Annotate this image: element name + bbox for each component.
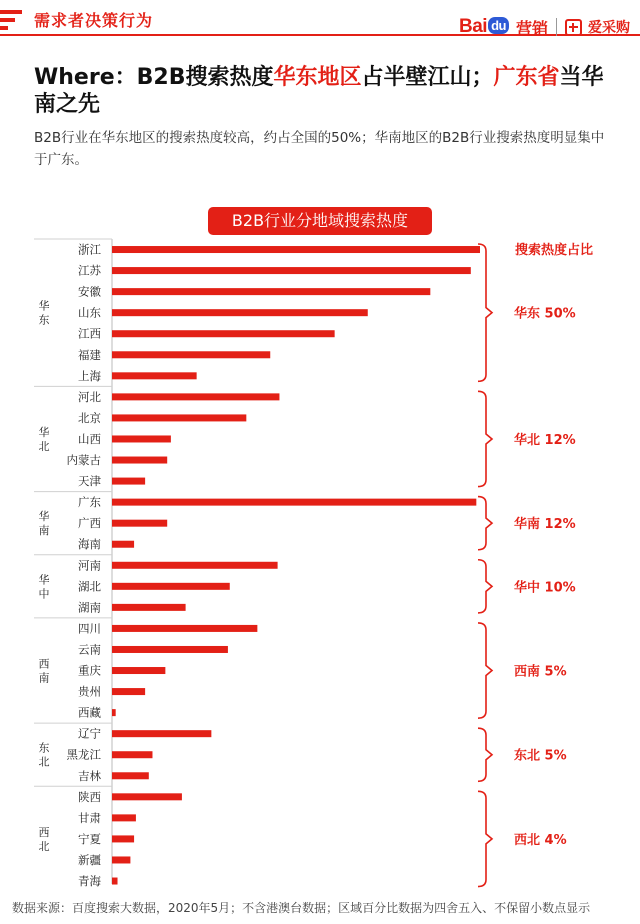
region-label: 华 [38,425,50,439]
bar-吉林 [112,772,149,779]
bar-河北 [112,393,279,400]
province-label: 黑龙江 [66,747,101,762]
bar-新疆 [112,856,130,863]
aicaigou-label: 爱采购 [588,20,630,36]
bar-重庆 [112,667,165,674]
region-bracket [478,791,492,886]
province-label: 吉林 [78,768,101,783]
province-label: 上海 [78,368,101,383]
bar-广东 [112,499,476,506]
province-label: 贵州 [78,684,101,699]
province-label: 天津 [78,474,101,489]
bar-内蒙古 [112,457,167,464]
region-share-label: 华南 12% [514,517,576,533]
bar-四川 [112,625,257,632]
regional-search-chart [0,230,640,894]
province-label: 辽宁 [78,726,101,741]
province-label: 北京 [78,410,101,425]
region-share-label: 东北 5% [514,748,567,764]
bar-江苏 [112,267,471,274]
headline-highlight-guangdong: 广东省 [493,65,560,90]
region-label: 东 [38,313,50,327]
province-label: 浙江 [78,242,101,257]
headline-highlight-east: 华东地区 [273,65,362,90]
province-label: 广东 [78,495,101,510]
region-label: 西 [38,657,50,671]
bar-宁夏 [112,835,134,842]
bar-福建 [112,351,270,358]
region-share-label: 华北 12% [514,432,576,448]
province-label: 广西 [78,516,101,531]
province-label: 山西 [78,431,101,446]
bar-辽宁 [112,730,211,737]
bar-上海 [112,372,197,379]
province-label: 四川 [78,621,101,636]
bar-陕西 [112,793,182,800]
region-label: 西 [38,825,50,839]
province-label: 湖南 [78,600,101,615]
chart-title: B2B行业分地域搜索热度 [208,207,432,235]
logo-separator [556,18,557,36]
province-label: 新疆 [78,852,101,867]
province-label: 安徽 [78,284,101,299]
region-share-label: 华东 50% [514,306,576,322]
region-share-label: 华中 10% [514,580,576,596]
bar-广西 [112,520,167,527]
corner-mark-icon [0,8,22,30]
province-label: 江苏 [78,263,101,278]
brand-logos [459,14,630,40]
region-label: 华 [38,510,50,524]
province-label: 福建 [78,347,101,362]
baidu-logo: Bai du [459,16,510,38]
region-bracket [478,623,492,718]
section-title: 需求者决策行为 [34,11,154,30]
province-label: 重庆 [78,663,101,678]
region-label: 华 [38,573,50,587]
bar-北京 [112,414,246,421]
region-label: 东 [38,741,50,755]
baidu-paw-icon: du [488,17,509,34]
bar-江西 [112,330,335,337]
region-label: 北 [38,755,50,769]
province-label: 河北 [78,389,101,404]
region-bracket [478,244,492,381]
baidu-marketing-label: 营销 [515,18,548,38]
bar-天津 [112,478,145,485]
bar-湖南 [112,604,186,611]
bar-河南 [112,562,278,569]
region-label: 南 [38,671,50,685]
bar-黑龙江 [112,751,152,758]
bar-青海 [112,878,118,885]
bar-云南 [112,646,228,653]
bar-贵州 [112,688,145,695]
region-bracket [478,560,492,613]
province-label: 内蒙古 [66,453,101,468]
bar-浙江 [112,246,480,253]
province-label: 云南 [78,642,101,657]
bar-山东 [112,309,368,316]
bar-甘肃 [112,814,136,821]
bar-西藏 [112,709,116,716]
bar-安徽 [112,288,430,295]
province-label: 甘肃 [78,810,101,825]
province-label: 海南 [78,537,101,552]
share-header-label: 搜索热度占比 [515,243,594,258]
region-bracket [478,391,492,486]
aicaigou-icon [565,19,582,36]
province-label: 陕西 [78,789,101,804]
bar-海南 [112,541,134,548]
bar-湖北 [112,583,230,590]
page-headline: Where：B2B搜索热度华东地区占半壁江山；广东省当华南之先 [34,65,604,117]
province-label: 宁夏 [78,831,101,846]
source-footnote: 数据来源：百度搜索大数据，2020年5月；不含港澳台数据；区域百分比数据为四舍五入、不保留小数点显示 [12,901,591,915]
province-label: 湖北 [78,579,101,594]
region-bracket [478,497,492,550]
region-label: 南 [38,524,50,538]
bar-山西 [112,435,171,442]
province-label: 山东 [78,305,101,320]
region-share-label: 西南 5% [514,664,567,680]
page-summary: B2B行业在华东地区的搜索热度较高，约占全国的50%；华南地区的B2B行业搜索热度明显集中于广东。 [34,130,605,168]
region-bracket [478,728,492,781]
region-label: 北 [38,439,50,453]
province-label: 西藏 [78,705,101,720]
region-share-label: 西北 4% [514,832,567,848]
province-label: 江西 [78,326,101,341]
region-label: 中 [38,587,50,601]
province-label: 河南 [78,558,101,573]
region-label: 华 [38,299,50,313]
province-label: 青海 [78,874,101,889]
region-label: 北 [38,839,50,853]
